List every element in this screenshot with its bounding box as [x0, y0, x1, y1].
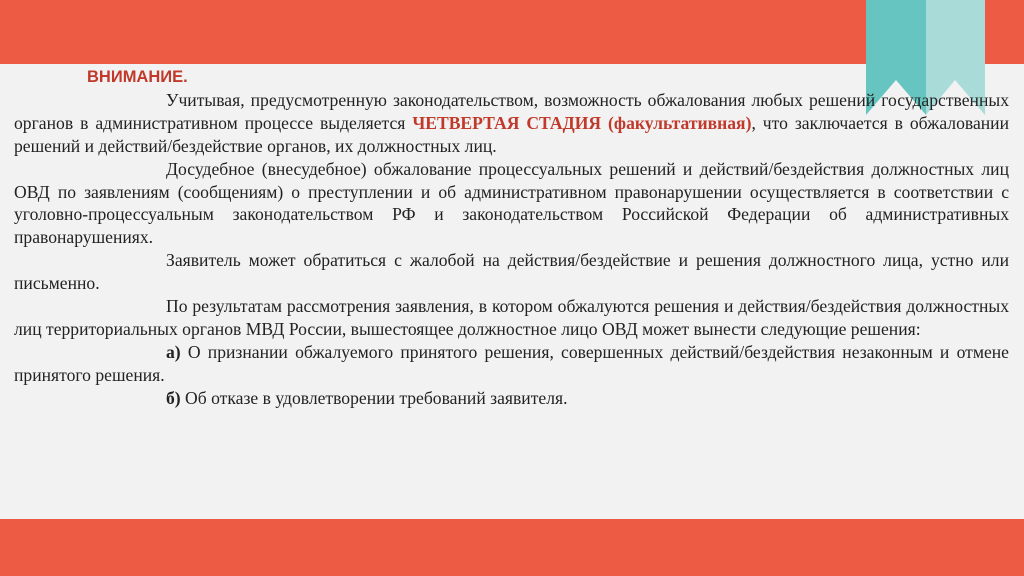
paragraph-pretrial: Досудебное (внесудебное) обжалование процессуальных решений и действий/бездействия должностных лиц ОВД по заявлениям (сообщениям) о преступлении и об административном правонарушении осуществляется в соответствии с уголовно-процессуальным законодательством РФ и законодательством Российской Федерации об административных правонарушениях. [14, 158, 1009, 248]
p1-after: , что заключается в обжаловании решений и действий/бездействие органов, их должностных лиц. [14, 112, 1010, 156]
paragraph-applicant: Заявитель может обратиться с жалобой на действия/бездействие и решения должностного лица, устно или письменно. [14, 250, 1009, 294]
item-b-marker: б) [166, 387, 181, 408]
p1-before: Учитывая, предусмотренную законодательством, возможность обжалования любых решений государственных органов в административном процессе выделяется [14, 89, 1009, 133]
slide-text [14, 66, 1009, 410]
paragraph-stage [14, 89, 1009, 158]
attention-heading: ВНИМАНИЕ. [87, 68, 188, 86]
list-item-a [14, 341, 1009, 387]
bottom-banner [0, 519, 1024, 576]
item-a-text: О признании обжалуемого принятого решения, совершенных действий/бездействия незаконным и отмене принятого решения. [14, 341, 1009, 385]
item-a-marker: а) [166, 341, 181, 362]
p1-highlight: ЧЕТВЕРТАЯ СТАДИЯ (факультативная) [412, 112, 752, 133]
paragraph-results: По результатам рассмотрения заявления, в котором обжалуются решения и действия/бездействия должностных лиц территориальных органов МВД России, вышестоящее должностное лицо ОВД может вынести следующие решения: [14, 296, 1009, 339]
list-item-b [14, 387, 1009, 410]
item-b-text: Об отказе в удовлетворении требований заявителя. [180, 387, 568, 408]
